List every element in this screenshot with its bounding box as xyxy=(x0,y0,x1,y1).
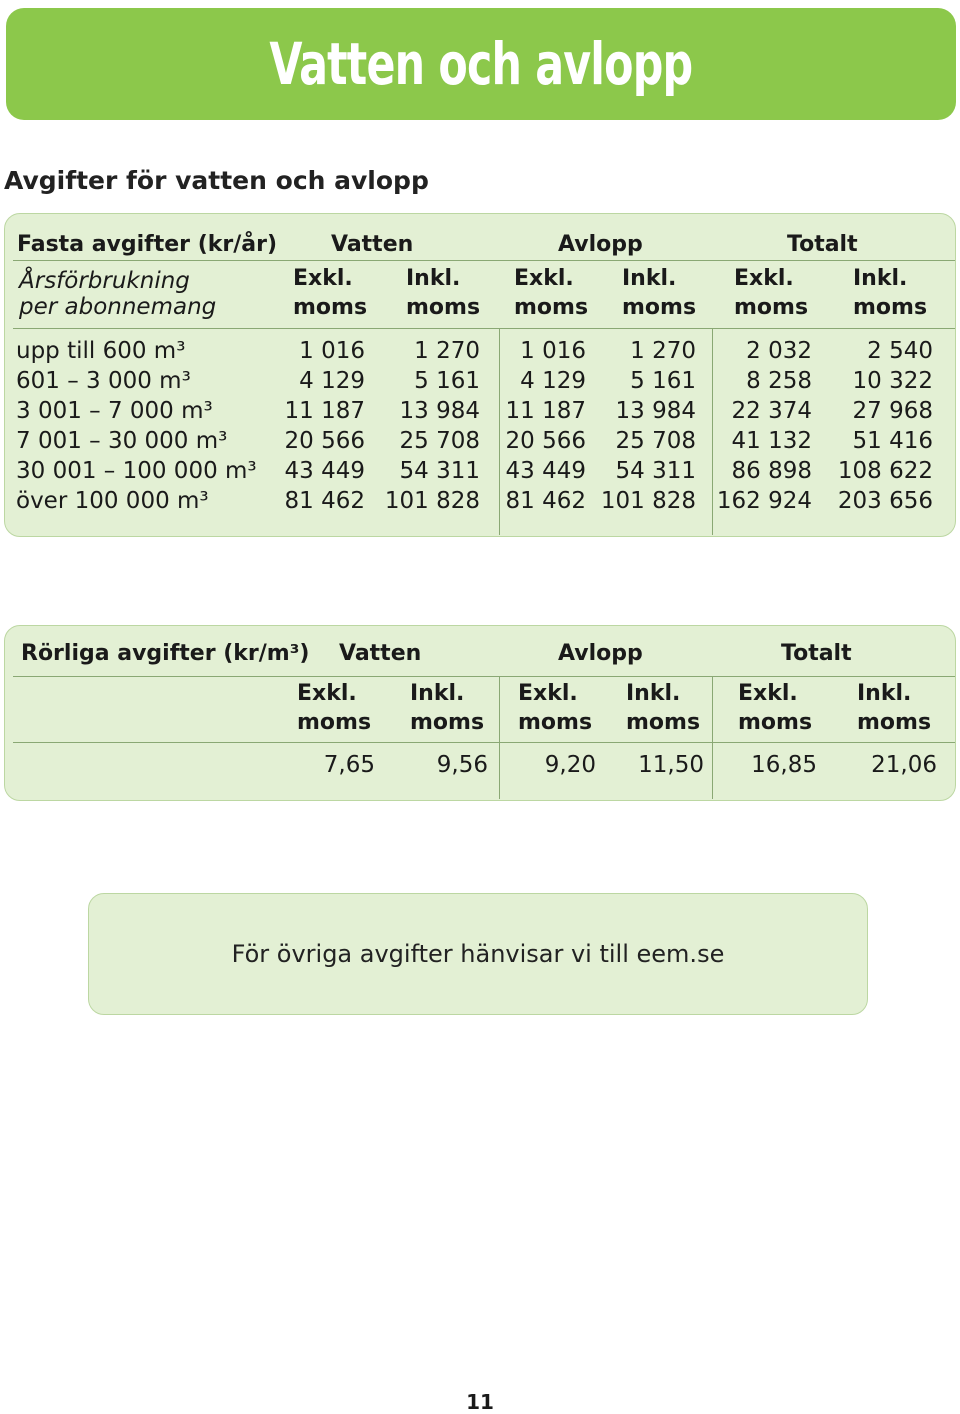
table-cell: 101 828 xyxy=(600,488,696,514)
table-cell: 1 016 xyxy=(520,338,586,364)
divider xyxy=(13,328,955,329)
table-cell: 101 828 xyxy=(384,488,480,514)
column-header-line1: Exkl. xyxy=(734,266,794,291)
note-text: För övriga avgifter hänvisar vi till eem.se xyxy=(231,940,725,968)
group-header-vatten: Vatten xyxy=(339,641,422,666)
table-cell: 20 566 xyxy=(505,428,586,454)
divider xyxy=(13,260,955,261)
column-header-line1: Exkl. xyxy=(297,681,357,706)
column-header-line2: moms xyxy=(622,295,697,320)
table-cell: 1 016 xyxy=(299,338,365,364)
column-header-line2: moms xyxy=(738,710,813,735)
column-header-line2: moms xyxy=(297,710,372,735)
table-cell: 108 622 xyxy=(837,458,933,484)
column-divider xyxy=(712,676,713,799)
table-cell: 1 270 xyxy=(630,338,696,364)
table-cell: 2 540 xyxy=(867,338,933,364)
variable-fees-table xyxy=(4,625,956,801)
table-cell: 22 374 xyxy=(731,398,812,424)
group-header-totalt: Totalt xyxy=(787,232,858,257)
divider xyxy=(13,676,955,677)
table-cell: 54 311 xyxy=(399,458,480,484)
table-cell: 81 462 xyxy=(505,488,586,514)
page-number: 11 xyxy=(466,1390,494,1414)
table-cell: 41 132 xyxy=(731,428,812,454)
table-cell: 16,85 xyxy=(751,752,817,778)
table-cell: 43 449 xyxy=(505,458,586,484)
row-label: 7 001 – 30 000 m³ xyxy=(16,428,228,454)
note-box xyxy=(88,893,868,1015)
table-cell: 1 270 xyxy=(414,338,480,364)
table-cell: 10 322 xyxy=(852,368,933,394)
group-header-avlopp: Avlopp xyxy=(558,232,643,257)
fixed-fees-title: Fasta avgifter (kr/år) xyxy=(17,232,278,257)
table-cell: 9,20 xyxy=(544,752,596,778)
row-label: 30 001 – 100 000 m³ xyxy=(16,458,257,484)
page-title: Vatten och avlopp xyxy=(269,30,693,98)
variable-fees-title: Rörliga avgifter (kr/m³) xyxy=(21,641,310,666)
row-label-heading-line2: per abonnemang xyxy=(19,294,217,320)
title-banner xyxy=(6,8,956,120)
column-header-line2: moms xyxy=(626,710,701,735)
table-cell: 20 566 xyxy=(284,428,365,454)
column-header-line2: moms xyxy=(734,295,809,320)
column-header-line1: Inkl. xyxy=(622,266,677,291)
column-header-line2: moms xyxy=(518,710,593,735)
row-label: över 100 000 m³ xyxy=(16,488,209,514)
table-cell: 5 161 xyxy=(414,368,480,394)
table-cell: 51 416 xyxy=(852,428,933,454)
column-header-line1: Inkl. xyxy=(857,681,912,706)
table-cell: 4 129 xyxy=(299,368,365,394)
column-divider xyxy=(499,676,500,799)
column-header-line1: Inkl. xyxy=(626,681,681,706)
table-cell: 13 984 xyxy=(399,398,480,424)
table-cell: 11 187 xyxy=(284,398,365,424)
column-header-line2: moms xyxy=(406,295,481,320)
column-header-line2: moms xyxy=(853,295,928,320)
table-cell: 7,65 xyxy=(323,752,375,778)
table-cell: 27 968 xyxy=(852,398,933,424)
column-header-line2: moms xyxy=(514,295,589,320)
divider xyxy=(13,742,955,743)
table-cell: 21,06 xyxy=(871,752,937,778)
section-heading: Avgifter för vatten och avlopp xyxy=(4,166,429,195)
group-header-avlopp: Avlopp xyxy=(558,641,643,666)
table-cell: 11 187 xyxy=(505,398,586,424)
table-cell: 8 258 xyxy=(746,368,812,394)
table-cell: 5 161 xyxy=(630,368,696,394)
column-header-line1: Inkl. xyxy=(853,266,908,291)
table-cell: 25 708 xyxy=(615,428,696,454)
table-cell: 9,56 xyxy=(436,752,488,778)
table-cell: 86 898 xyxy=(731,458,812,484)
table-cell: 13 984 xyxy=(615,398,696,424)
table-cell: 2 032 xyxy=(746,338,812,364)
table-cell: 54 311 xyxy=(615,458,696,484)
table-cell: 25 708 xyxy=(399,428,480,454)
table-cell: 11,50 xyxy=(638,752,704,778)
column-header-line1: Exkl. xyxy=(514,266,574,291)
table-cell: 43 449 xyxy=(284,458,365,484)
column-header-line1: Inkl. xyxy=(406,266,461,291)
group-header-totalt: Totalt xyxy=(781,641,852,666)
column-header-line2: moms xyxy=(410,710,485,735)
table-cell: 203 656 xyxy=(837,488,933,514)
table-cell: 81 462 xyxy=(284,488,365,514)
row-label-heading-line1: Årsförbrukning xyxy=(19,268,190,294)
row-label: 3 001 – 7 000 m³ xyxy=(16,398,213,424)
column-header-line2: moms xyxy=(857,710,932,735)
column-header-line1: Exkl. xyxy=(738,681,798,706)
column-header-line1: Exkl. xyxy=(293,266,353,291)
table-cell: 162 924 xyxy=(716,488,812,514)
row-label: upp till 600 m³ xyxy=(16,338,186,364)
column-header-line1: Exkl. xyxy=(518,681,578,706)
fixed-fees-table xyxy=(4,213,956,537)
row-label: 601 – 3 000 m³ xyxy=(16,368,191,394)
table-cell: 4 129 xyxy=(520,368,586,394)
column-header-line2: moms xyxy=(293,295,368,320)
group-header-vatten: Vatten xyxy=(331,232,414,257)
column-header-line1: Inkl. xyxy=(410,681,465,706)
